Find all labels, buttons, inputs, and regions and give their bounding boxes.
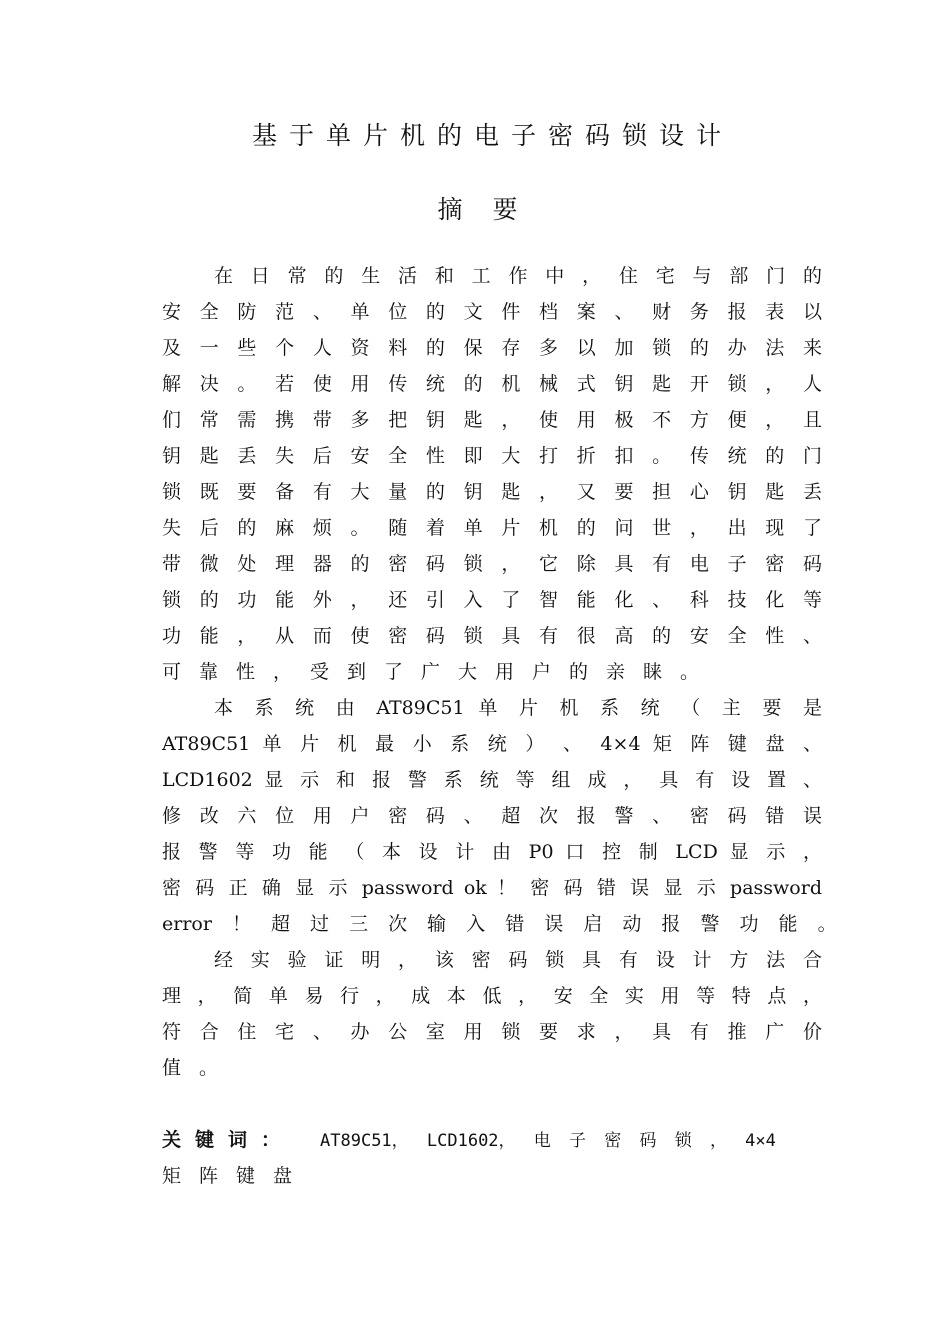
paragraph-line: 功能，从而使密码锁具有很高的安全性、 — [162, 625, 822, 647]
paragraph-line: 及一些个人资料的保存多以加锁的办法来 — [162, 337, 822, 359]
abstract-body — [162, 258, 837, 1194]
paragraph-line: AT89C51 单 片 机 最 小 系 统 ） 、 4×4 矩 阵 键 盘 、 — [162, 733, 822, 755]
paragraph-line: 解决。若使用传统的机械式钥匙开锁，人 — [162, 373, 822, 395]
keywords-items: AT89C51， LCD1602， 电 子 密 码 锁 ， 4×4 — [320, 1131, 776, 1151]
keywords-line — [162, 1122, 822, 1158]
keywords-continuation: 矩阵键盘 — [162, 1165, 311, 1187]
paragraph-line: 失后的麻烦。随着单片机的问世，出现了 — [162, 517, 822, 539]
paragraph-line: 符合住宅、办公室用锁要求，具有推广价 — [162, 1021, 822, 1043]
paragraph-line: 经实验证明，该密码锁具有设计方法合 — [214, 949, 822, 971]
paragraph-line: 钥匙丢失后安全性即大打折扣。传统的门 — [162, 445, 822, 467]
page-title: 基于单片机的电子密码锁设计 — [251, 121, 733, 150]
paragraph-line: 带微处理器的密码锁，它除具有电子密码 — [162, 553, 822, 575]
paragraph-line: 安全防范、单位的文件档案、财务报表以 — [162, 301, 822, 323]
paragraph-line: 在日常的生活和工作中，住宅与部门的 — [214, 265, 822, 287]
paragraph-line: 理，简单易行，成本低，安全实用等特点， — [162, 985, 822, 1007]
abstract-heading: 摘要 — [437, 195, 548, 224]
keywords-label: 关键词： — [162, 1129, 295, 1151]
paragraph-line: error ！ 超 过 三 次 输 入 错 误 启 动 报 警 功 能 。 — [162, 913, 837, 935]
paragraph-line: 本 系 统 由 AT89C51 单 片 机 系 统 （ 主 要 是 — [214, 697, 822, 719]
paragraph-line: 报 警 等 功 能 （ 本 设 计 由 P0 口 控 制 LCD 显 示 ， — [162, 841, 822, 863]
paragraph-line: 锁既要备有大量的钥匙，又要担心钥匙丢 — [162, 481, 822, 503]
paragraph-line: 值。 — [162, 1057, 237, 1079]
paragraph-line: 修 改 六 位 用 户 密 码 、 超 次 报 警 、 密 码 错 误 — [162, 805, 822, 827]
paragraph-line: LCD1602 显 示 和 报 警 系 统 等 组 成 ， 具 有 设 置 、 — [162, 769, 822, 791]
paragraph-line: 可靠性，受到了广大用户的亲睐。 — [162, 661, 718, 683]
spacer — [162, 1086, 822, 1122]
paragraph-line: 密 码 正 确 显 示 password ok ！ 密 码 错 误 显 示 password — [162, 877, 822, 899]
paragraph-line: 们常需携带多把钥匙，使用极不方便，且 — [162, 409, 822, 431]
paragraph-line: 锁的功能外，还引入了智能化、科技化等 — [162, 589, 822, 611]
